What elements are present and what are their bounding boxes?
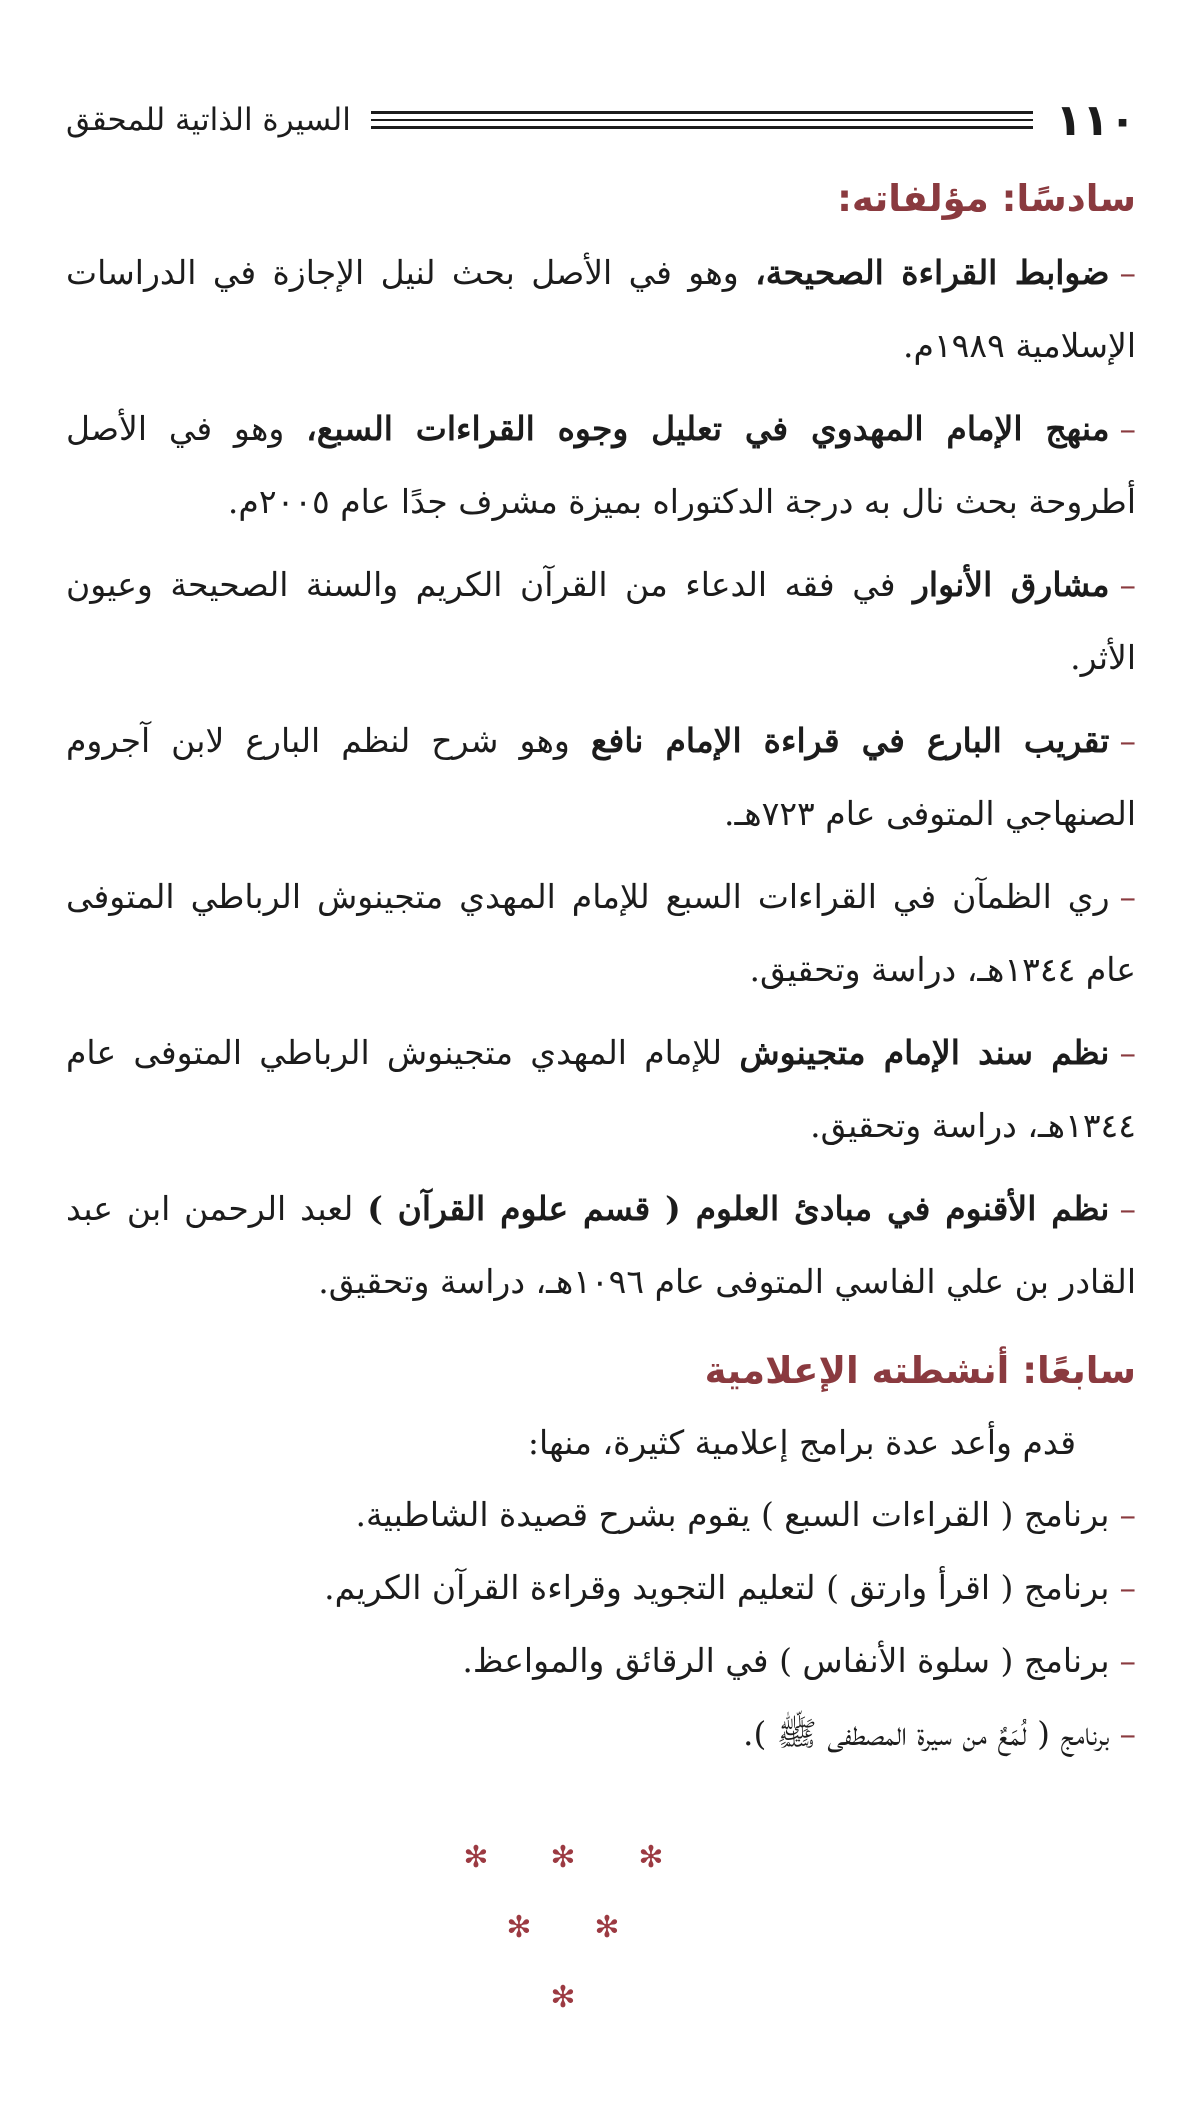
work-title: ضوابط القراءة الصحيحة، xyxy=(755,253,1110,292)
media-intro: قدم وأعد عدة برامج إعلامية كثيرة، منها: xyxy=(527,1423,1076,1462)
running-header xyxy=(66,92,1136,148)
program-text: برنامج ( اقرأ وارتق ) لتعليم التجويد وقراءة القرآن الكريم. xyxy=(324,1568,1110,1607)
work-description: ري الظمآن في القراءات السبع للإمام المهدي متجينوش الرباطي المتوفى عام ١٣٤٤هـ، دراسة وتحقيق. xyxy=(66,877,1136,989)
work-title: نظم الأقنوم في مبادئ العلوم ( قسم علوم القرآن ) xyxy=(367,1189,1110,1228)
program-item xyxy=(66,1697,1136,1770)
work-item xyxy=(66,392,1136,538)
program-text: برنامج ( سلوة الأنفاس ) في الرقائق والمواعظ. xyxy=(462,1641,1110,1680)
star-icon: ✻ xyxy=(550,1840,576,1875)
running-title: السيرة الذاتية للمحقق xyxy=(66,102,351,138)
program-item xyxy=(66,1478,1136,1551)
work-item xyxy=(66,548,1136,694)
work-description: وهو في الأصل بحث لنيل الإجازة في الدراسات الإسلامية ١٩٨٩م. xyxy=(66,253,1136,365)
work-description: وهو شرح لنظم البارع لابن آجروم الصنهاجي المتوفى عام ٧٢٣هـ. xyxy=(66,721,1136,833)
work-item xyxy=(66,704,1136,850)
star-icon: ✻ xyxy=(638,1840,664,1875)
works-heading: سادسًا: مؤلفاته: xyxy=(837,177,1136,220)
work-description: وهو في الأصل أطروحة بحث نال به درجة الدكتوراه بميزة مشرف جدًا عام ٢٠٠٥م. xyxy=(66,409,1136,521)
work-item xyxy=(66,860,1136,1006)
work-title: تقريب البارع في قراءة الإمام نافع xyxy=(590,721,1110,760)
bullet-dash-icon: – xyxy=(1119,1641,1136,1680)
work-description: في فقه الدعاء من القرآن الكريم والسنة الصحيحة وعيون الأثر. xyxy=(66,565,1136,677)
work-description: للإمام المهدي متجينوش الرباطي المتوفى عام ١٣٤٤هـ، دراسة وتحقيق. xyxy=(66,1033,1136,1145)
star-icon: ✻ xyxy=(506,1910,532,1945)
star-icon: ✻ xyxy=(550,1980,576,2015)
star-icon: ✻ xyxy=(463,1840,489,1875)
bullet-dash-icon: – xyxy=(1119,253,1136,292)
program-text: برنامج ( لُمَعٌ من سيرة المصطفى ﷺ ). xyxy=(743,1714,1110,1753)
work-title: منهج الإمام المهدوي في تعليل وجوه القراءات السبع، xyxy=(306,409,1110,448)
work-title: مشارق الأنوار xyxy=(912,565,1110,604)
media-heading: سابعًا: أنشطته الإعلامية xyxy=(704,1349,1136,1392)
bullet-dash-icon: – xyxy=(1119,1189,1136,1228)
bullet-dash-icon: – xyxy=(1119,1495,1136,1534)
program-item xyxy=(66,1624,1136,1697)
bullet-dash-icon: – xyxy=(1119,565,1136,604)
work-item xyxy=(66,1016,1136,1162)
work-item xyxy=(66,1172,1136,1318)
page-body xyxy=(66,170,1136,1770)
bullet-dash-icon: – xyxy=(1119,721,1136,760)
star-icon: ✻ xyxy=(594,1910,620,1945)
bullet-dash-icon: – xyxy=(1119,1714,1136,1753)
bullet-dash-icon: – xyxy=(1119,1033,1136,1072)
bullet-dash-icon: – xyxy=(1119,1568,1136,1607)
work-description: لعبد الرحمن ابن عبد القادر بن علي الفاسي المتوفى عام ١٠٩٦هـ، دراسة وتحقيق. xyxy=(66,1189,1136,1301)
header-rule xyxy=(371,111,1034,129)
work-item xyxy=(66,236,1136,382)
bullet-dash-icon: – xyxy=(1119,877,1136,916)
program-item xyxy=(66,1551,1136,1624)
page-number: ١١٠ xyxy=(1055,94,1136,146)
work-title: نظم سند الإمام متجينوش xyxy=(739,1033,1110,1072)
bullet-dash-icon: – xyxy=(1119,409,1136,448)
program-text: برنامج ( القراءات السبع ) يقوم بشرح قصيدة الشاطبية. xyxy=(355,1495,1110,1534)
